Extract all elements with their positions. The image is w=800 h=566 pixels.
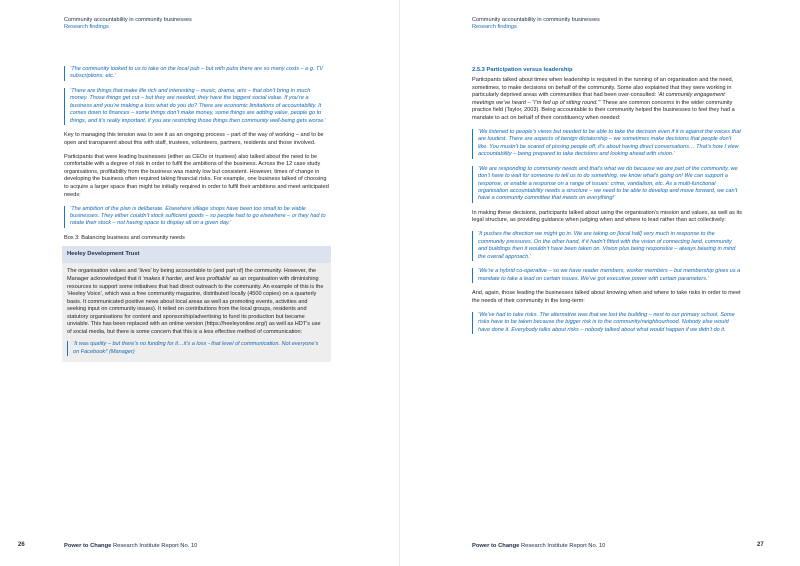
quote-text: ‘We’re a hybrid co-operative – so we have reader members, worker members – but membership gives us a mandate to take a lead on certain issues. We’ve got executive power with certain parameters.’ <box>478 268 741 282</box>
right-column <box>472 66 742 341</box>
body-paragraph: In making these decisions, participants talked about using the organisation’s mission and values, as well as its legal structure, as providing guidance when judging when and where to lead rather than act collectively: <box>472 209 742 224</box>
pull-quote <box>64 206 329 228</box>
pull-quote <box>472 268 742 283</box>
running-header <box>472 17 600 31</box>
page-number: 27 <box>757 542 764 548</box>
page-number: 26 <box>18 542 25 548</box>
pull-quote <box>67 341 326 356</box>
footer-report: Research Institute Report No. 10 <box>519 543 606 549</box>
quote-text: ‘The community looked to us to take on the local pub – but with pubs there are so many costs – e.g. TV subscriptions, etc.’ <box>70 66 324 80</box>
quote-text: ‘The ambition of the plan is deliberate. Elsewhere village shops have been too small to be viable businesses. They either couldn’t stock sufficient goods – so people had to go elsewhere – or they had to rotate their stock – not having space to display all on a given day.’ <box>70 205 326 227</box>
header-title: Community accountability in community businesses <box>64 17 192 23</box>
pull-quote <box>472 312 742 334</box>
quote-text: ‘It was quality – but there’s no funding for it…it’s a loss - that level of communication. Not everyone’s on Facebook!’ (Manager) <box>73 341 319 355</box>
body-paragraph: And, again, those leading the businesses talked about knowing when and where to take risks in order to meet the needs of their community in the long-term: <box>472 290 741 304</box>
pull-quote <box>64 66 329 81</box>
header-title: Community accountability in community businesses <box>472 17 600 23</box>
right-page <box>400 0 800 566</box>
footer-report: Research Institute Report No. 10 <box>111 543 198 549</box>
header-subtitle: Research findings <box>64 24 109 31</box>
footer-brand: Power to Change <box>472 543 520 549</box>
body-paragraph: Participants that were leading businesses (either as CEOs or trustees) also talked about the need to be comfortable with a degree of risk in order to fulfil the ambitions of the business. Across the 12 case study organisations, profitability from the business was mainly low but consistent. However, times of change in developing the business often required taking financial risks. For example, one business talked of choosing to acquire a larger space than might be initially required in order to fulfil their ambitions and meet anticipated needs: <box>64 153 329 198</box>
case-study-text: The organisation values and ‘lives’ by being accountable to (and part of) the community. However, the Manager acknowledged that it ‘makes it harder, and less profitable’ as an organisation with diminishing resources to support some initiatives that had direct outreach to the community. An example of this is the ‘Heeley Voice’, which was a free community magazine, distributed locally (4500 copies) on a quarterly basis. It communicated positive news about local areas as well as promoting events, activities and seeking input on community issues). It relied on contributions from the local groups, residents and statutory organisations for content and sponsorship/advertising to fund its production but became unviable. This has been replaced with an online version (https://heeleyonline.org/) as well as HDT’s use of social media, but there is some concern that this is a less effective method of communication: <box>67 268 324 335</box>
pull-quote <box>472 231 742 261</box>
body-paragraph: Participants talked about times when leadership is required in the running of an organisation and the need, sometimes, to make decisions on behalf of the community. Some also explained that they were working in particularly deprived areas with communities that had been over-consulted: ‘At community engagement meetings we’ve heard – “I’m fed up of sitting round.”’ These are common concerns in the wider community practice field (Taylor, 2003). Being accountable to their community helped the businesses to feel they had a mandate to act on behalf of their constituency when needed: <box>472 77 735 121</box>
footer <box>64 542 197 550</box>
box-label: Box 3: Balancing business and community needs <box>64 234 185 241</box>
quote-text: ‘We are responding to community needs and that’s what we do because we are part of the community, we don’t have to wait for someone to tell us to do something, we know what’s going on! We can support a response, or enable a response on a range of issues: crime, vandalism, etc. As a multi-functional organisation accountability needs a structure – we need to be able to develop and move forward, we can’t have a community committee that meets on everything!’ <box>478 165 738 202</box>
footer-brand: Power to Change <box>64 543 112 549</box>
quote-text: ‘We’ve had to take risks. The alternative was that we lost the building – next to our primary school. Some risks have to be taken because the bigger risk is to the community/neighbourhood. Nobody else would have done it. Everybody talks about risks – nobody talked about what would happen if we didn’t do it. <box>478 311 735 333</box>
pull-quote <box>472 166 742 203</box>
quote-text: ‘It pushes the direction we might go in. We are taking on [local hall] very much in response to the community pressures. On the other hand, if it hadn’t fitted with the vision of connecting land, community and buildings then it wouldn’t have been taken on. Vision plus being responsive – always bearing in mind the overall approach.’ <box>478 231 736 260</box>
body-paragraph: Key to managing this tension was to see it as an ongoing process – part of the way of working – and to be open and transparent about this with staff, trustees, volunteers, partners, residents and those involved. <box>64 132 324 146</box>
pull-quote <box>64 88 329 125</box>
section-heading: 2.5.3 Participation versus leadership <box>472 67 573 73</box>
footer <box>472 542 605 550</box>
case-study-title: Heeley Development Trust <box>62 246 331 263</box>
header-subtitle: Research findings <box>472 24 517 31</box>
quote-text: ‘We listened to people’s views but needed to be able to take the decision even if it is against the voices that are loudest. There are aspects of benign dictatorship – we sometimes make decisions that people don’t like. You mustn’t be scared of pissing people off, it’s about having direct conversations… That’s how I view accountability – being prepared to take decisions and looking ahead with vision.’ <box>478 128 741 158</box>
case-study-box <box>62 246 331 362</box>
running-header <box>64 17 192 31</box>
quote-text: ‘There are things that make life rich and interesting – music, drama, arts – that don’t bring in much money. Those things get cut – but they are needed, they have the biggest social value. If you’re a business and you’re making a loss what do you do? There are economic limitations of accountability. It comes down to finances – some things don’t make money, some things are adding value, people go to things, and it’s really important, if you are restricting those things then community well-being gets worse.’ <box>70 87 327 124</box>
left-column <box>64 66 329 362</box>
pull-quote <box>472 129 742 159</box>
